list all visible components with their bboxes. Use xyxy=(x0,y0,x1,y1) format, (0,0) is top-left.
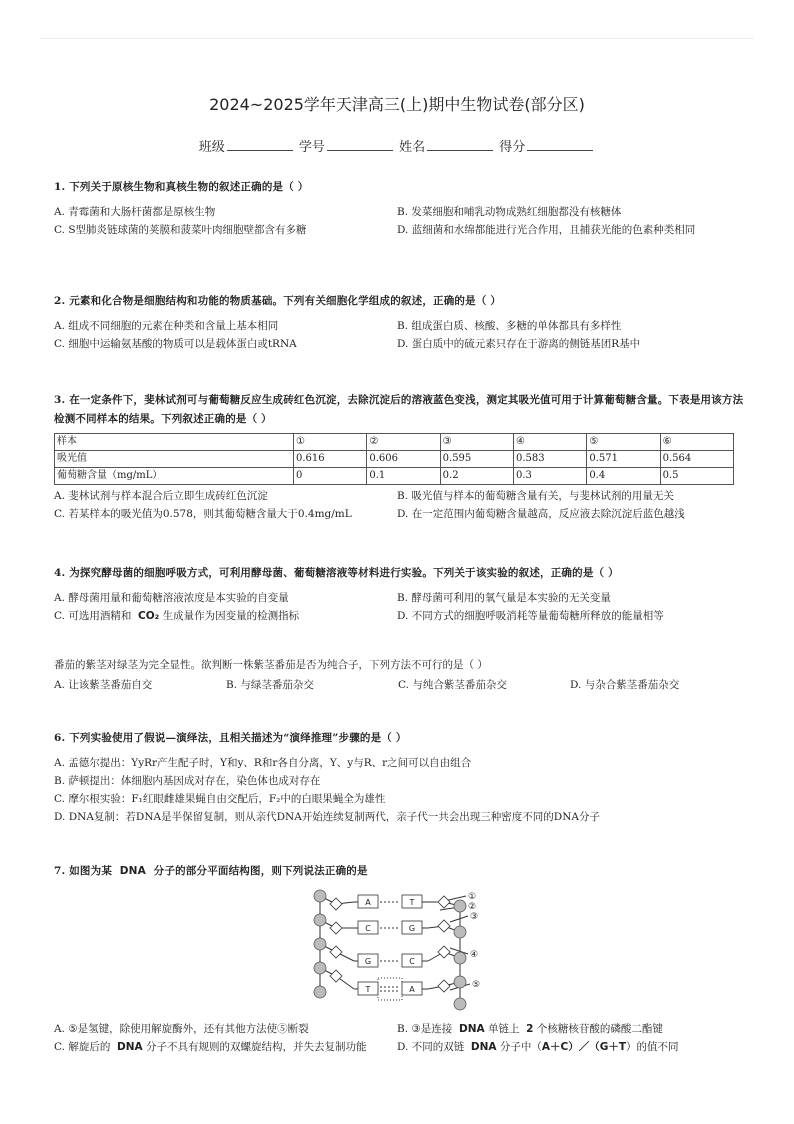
option-text: D. 不同的双链 xyxy=(397,1041,465,1053)
table-cell: 0.583 xyxy=(513,451,586,468)
score-blank[interactable] xyxy=(527,138,593,151)
table-cell: 0.4 xyxy=(587,468,660,485)
question-2-option-a: A. 组成不同细胞的元素在种类和含量上基本相同 xyxy=(54,320,279,332)
table-header-row xyxy=(55,434,734,451)
question-3-option-a: A. 斐林试剂与样本混合后立即生成砖红色沉淀 xyxy=(54,490,268,502)
option-text: 单链上 xyxy=(487,1023,520,1035)
table-cell: 吸光值 xyxy=(55,451,294,468)
question-1-option-c: C. S型肺炎链球菌的荚膜和菠菜叶肉细胞壁都含有多糖 xyxy=(54,224,307,236)
table-cell: 0.571 xyxy=(587,451,660,468)
question-7-option-d xyxy=(397,1038,742,1056)
question-6-option-b: B. 萨顿提出：体细胞内基因成对存在，染色体也成对存在 xyxy=(54,775,321,787)
class-blank[interactable] xyxy=(227,138,293,151)
question-3-table xyxy=(54,433,734,485)
table-cell: 0.595 xyxy=(440,451,513,468)
question-5-option-d: D. 与杂合紫茎番茄杂交 xyxy=(570,679,680,691)
option-text: C. 解旋后的 xyxy=(54,1041,111,1053)
name-label: 姓名 xyxy=(399,140,426,155)
table-cell: 0.616 xyxy=(294,451,367,468)
right-base-3: C xyxy=(409,957,415,966)
question-4-option-d: D. 不同方式的细胞呼吸消耗等量葡萄糖所释放的能量相等 xyxy=(397,610,664,622)
question-1-option-d: D. 蓝细菌和水绵都能进行光合作用，且捕获光能的色素种类相同 xyxy=(397,224,696,236)
question-3 xyxy=(54,391,744,523)
question-6 xyxy=(54,729,744,826)
question-5-option-b: B. 与绿茎番茄杂交 xyxy=(226,679,314,691)
left-base-2: C xyxy=(365,924,371,933)
question-3-option-b: B. 吸光值与样本的葡萄糖含量有关，与斐林试剂的用量无关 xyxy=(397,490,674,502)
left-base-1: A xyxy=(365,898,371,907)
table-row xyxy=(55,468,734,485)
option-text: ）的值不同 xyxy=(626,1041,679,1053)
dna-term: DNA xyxy=(470,1041,497,1053)
question-5-stem: 番茄的紫茎对绿茎为完全显性。欲判断一株紫茎番茄是否为纯合子，下列方法不可行的是（ ） xyxy=(54,659,488,671)
question-2-option-d: D. 蛋白质中的硫元素只存在于游离的侧链基团R基中 xyxy=(397,338,641,350)
question-5 xyxy=(54,656,744,694)
table-cell: 葡萄糖含量（mg/mL） xyxy=(55,468,294,485)
option-text: 个核糖核苷酸的磷酸二酯键 xyxy=(536,1023,663,1035)
option-text: 生成量作为因变量的检测指标 xyxy=(162,610,300,622)
table-cell: 0.606 xyxy=(367,451,440,468)
table-cell: 0.1 xyxy=(367,468,440,485)
dna-structure-diagram xyxy=(300,886,500,1016)
question-6-option-a: A. 孟德尔提出：YyRr产生配子时，Y和y、R和r各自分离，Y、y与R、r之间可以自由组合 xyxy=(54,757,472,769)
table-cell: ④ xyxy=(513,434,586,451)
right-base-1: T xyxy=(409,898,415,907)
question-5-option-a: A. 让该紫茎番茄自交 xyxy=(54,679,153,691)
question-7-option-b xyxy=(397,1020,742,1038)
stem-text: 7. 如图为某 xyxy=(54,865,113,877)
question-3-option-c: C. 若某样本的吸光值为0.578，则其葡萄糖含量大于0.4mg/mL xyxy=(54,508,352,520)
question-7 xyxy=(54,862,744,881)
question-6-option-c: C. 摩尔根实验：F₁红眼雌雄果蝇自由交配后，F₂中的白眼果蝇全为雄性 xyxy=(54,793,386,805)
question-4-option-a: A. 酵母菌用量和葡萄糖溶液浓度是本实验的自变量 xyxy=(54,592,289,604)
question-1 xyxy=(54,178,744,239)
student-id-label: 学号 xyxy=(298,140,325,155)
question-1-option-b: B. 发菜细胞和哺乳动物成熟红细胞都没有核糖体 xyxy=(397,206,622,218)
question-4-option-b: B. 酵母菌可利用的氧气量是本实验的无关变量 xyxy=(397,592,611,604)
marker-4: ④ xyxy=(470,950,479,960)
score-label: 得分 xyxy=(499,140,526,155)
co2-formula: CO₂ xyxy=(138,610,160,622)
right-base-4: A xyxy=(409,985,415,994)
question-3-option-d: D. 在一定范围内葡萄糖含量越高，反应液去除沉淀后蓝色越浅 xyxy=(397,508,685,520)
table-cell: 样本 xyxy=(55,434,294,451)
question-1-option-a: A. 青霉菌和大肠杆菌都是原核生物 xyxy=(54,206,216,218)
table-cell: ① xyxy=(294,434,367,451)
question-5-option-c: C. 与纯合紫茎番茄杂交 xyxy=(398,679,507,691)
question-3-stem: 3. 在一定条件下，斐林试剂可与葡萄糖反应生成砖红色沉淀，去除沉淀后的溶液蓝色变浅，测定其吸光值可用于计算葡萄糖含量。下表是用该方法检测不同样本的结果。下列叙述正确的是（ ） xyxy=(54,394,744,425)
dna-term: DNA xyxy=(119,865,146,877)
left-base-4: T xyxy=(365,985,371,994)
marker-2: ② xyxy=(468,902,477,912)
question-6-stem: 6. 下列实验使用了假说—演绎法，且相关描述为“演绎推理”步骤的是（ ） xyxy=(54,732,407,744)
table-cell: 0.3 xyxy=(513,468,586,485)
header-rule xyxy=(40,38,754,39)
left-base-3: G xyxy=(364,957,372,966)
page-title: 2024~2025学年天津高三(上)期中生物试卷(部分区) xyxy=(209,95,585,114)
table-cell: ② xyxy=(367,434,440,451)
table-cell: 0 xyxy=(294,468,367,485)
table-cell: ⑥ xyxy=(660,434,733,451)
dna-term: DNA xyxy=(117,1041,143,1053)
info-line xyxy=(0,136,794,155)
table-cell: ⑤ xyxy=(587,434,660,451)
question-2-option-c: C. 细胞中运输氨基酸的物质可以是载体蛋白或tRNA xyxy=(54,338,297,350)
question-6-option-d: D. DNA复制：若DNA是半保留复制，则从亲代DNA开始连续复制两代，亲子代一共会出现三种密度不同的DNA分子 xyxy=(54,811,600,823)
question-7-stem xyxy=(54,862,744,881)
name-blank[interactable] xyxy=(427,138,493,151)
question-2-option-b: B. 组成蛋白质、核酸、多糖的单体都具有多样性 xyxy=(397,320,622,332)
ratio-term: A＋C）／（G＋T xyxy=(541,1041,627,1053)
question-2 xyxy=(54,292,744,353)
option-text: 分子不具有规则的双螺旋结构，并失去复制功能 xyxy=(146,1041,367,1053)
class-label: 班级 xyxy=(198,140,225,155)
table-cell: 0.2 xyxy=(440,468,513,485)
right-base-2: G xyxy=(408,924,416,933)
question-7-option-c xyxy=(54,1038,397,1056)
number-term: 2 xyxy=(526,1023,534,1035)
option-text: C. 可选用酒精和 xyxy=(54,610,132,622)
question-4-option-c xyxy=(54,607,397,625)
marker-1: ① xyxy=(468,892,477,902)
marker-3: ③ xyxy=(470,912,479,922)
question-7-option-a: A. ⑤是氢键，除使用解旋酶外，还有其他方法使⑤断裂 xyxy=(54,1023,309,1035)
dna-term: DNA xyxy=(459,1023,485,1035)
question-4 xyxy=(54,564,744,625)
stem-text: 分子的部分平面结构图，则下列说法正确的是 xyxy=(153,865,368,877)
table-row xyxy=(55,451,734,468)
question-7-options xyxy=(54,1018,744,1056)
table-cell: ③ xyxy=(440,434,513,451)
option-text: 分子中（ xyxy=(499,1041,542,1053)
question-4-stem: 4. 为探究酵母菌的细胞呼吸方式，可利用酵母菌、葡萄糖溶液等材料进行实验。下列关于该实验的叙述，正确的是（ ） xyxy=(54,567,619,579)
student-id-blank[interactable] xyxy=(327,138,393,151)
table-cell: 0.564 xyxy=(660,451,733,468)
question-1-stem: 1. 下列关于原核生物和真核生物的叙述正确的是（ ） xyxy=(54,181,309,193)
question-2-stem: 2. 元素和化合物是细胞结构和功能的物质基础。下列有关细胞化学组成的叙述，正确的是（ ） xyxy=(54,295,502,307)
option-text: B. ③是连接 xyxy=(397,1023,453,1035)
marker-5: ⑤ xyxy=(472,980,481,990)
table-cell: 0.5 xyxy=(660,468,733,485)
